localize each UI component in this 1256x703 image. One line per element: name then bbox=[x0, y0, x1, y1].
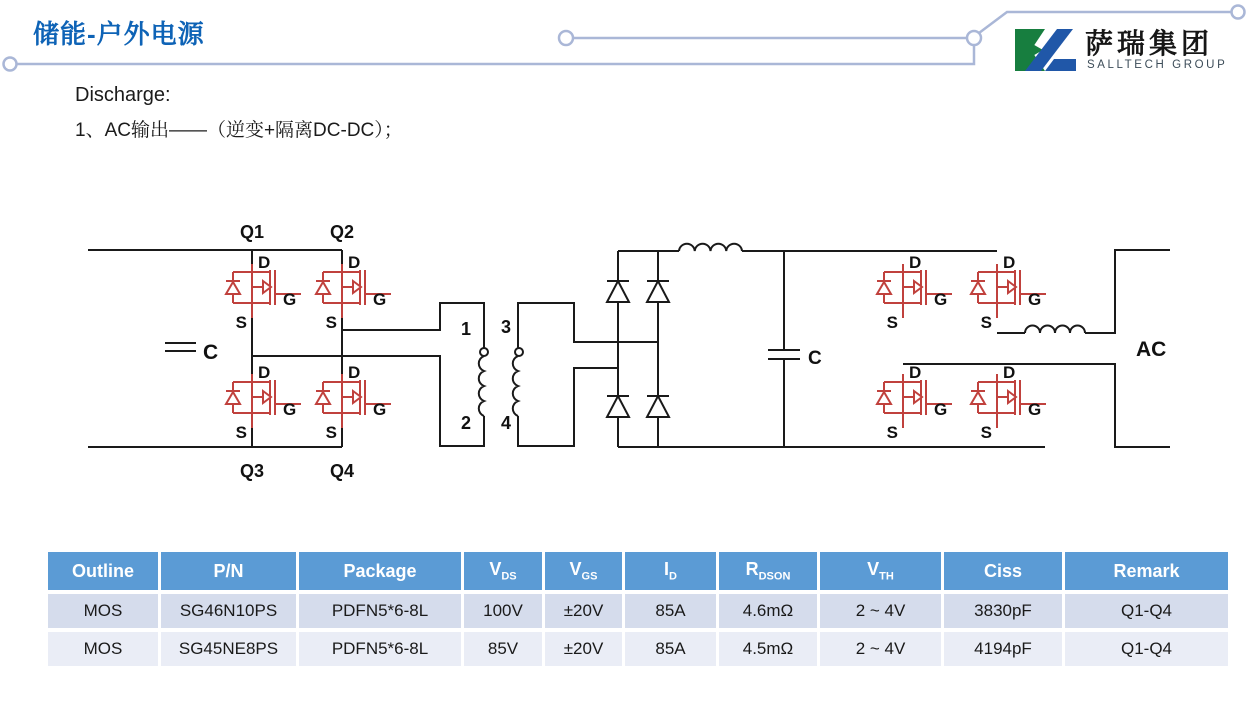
fet-gate-label: G bbox=[934, 290, 948, 309]
diode-symbol bbox=[607, 396, 629, 417]
winding-dot bbox=[480, 348, 488, 356]
transistor-label: Q1 bbox=[239, 222, 265, 242]
fet-drain-label: D bbox=[348, 253, 361, 272]
column-header: $V_{DS}$ bbox=[464, 552, 542, 590]
fet-source-label: S bbox=[886, 313, 898, 332]
column-header: P/N bbox=[161, 552, 296, 590]
table-cell: MOS bbox=[48, 594, 158, 628]
transformer-pin-label: 2 bbox=[460, 413, 472, 433]
transformer-pin-label: 1 bbox=[460, 319, 472, 339]
fet-gate-label: G bbox=[1028, 290, 1042, 309]
fet-gate-label: G bbox=[373, 400, 387, 419]
page-title: 储能-户外电源 bbox=[33, 19, 205, 49]
table-cell: ±20V bbox=[545, 632, 622, 666]
fet-gate-label: G bbox=[283, 290, 297, 309]
fet-drain-label: D bbox=[348, 363, 361, 382]
fet-source-label: S bbox=[886, 423, 898, 442]
fet-drain-label: D bbox=[258, 253, 271, 272]
column-header: Ciss bbox=[944, 552, 1062, 590]
diode-symbol bbox=[607, 281, 629, 302]
table-cell: MOS bbox=[48, 632, 158, 666]
dclink-cap-label: C bbox=[808, 348, 822, 369]
table-cell: SG45NE8PS bbox=[161, 632, 296, 666]
fet-drain-label: D bbox=[1003, 363, 1016, 382]
ac-output-line: 1、AC输出——（逆变+隔离DC-DC）； bbox=[75, 120, 403, 141]
fet-source-label: S bbox=[980, 313, 992, 332]
table-cell: 85V bbox=[464, 632, 542, 666]
fet-source-label: S bbox=[235, 313, 247, 332]
transistor-label: Q2 bbox=[329, 222, 355, 242]
fet-drain-label: D bbox=[1003, 253, 1016, 272]
fet-source-label: S bbox=[980, 423, 992, 442]
table-cell: 85A bbox=[625, 594, 716, 628]
column-header: $R_{DSON}$ bbox=[719, 552, 817, 590]
column-header: $I_D$ bbox=[625, 552, 716, 590]
table-cell: 4.5mΩ bbox=[719, 632, 817, 666]
fet-gate-label: G bbox=[1028, 400, 1042, 419]
table-cell: 100V bbox=[464, 594, 542, 628]
table-row bbox=[48, 632, 1228, 666]
transformer-pin-label: 3 bbox=[500, 317, 512, 337]
table-cell: ±20V bbox=[545, 594, 622, 628]
transistor-label: Q3 bbox=[239, 461, 265, 481]
logo-name-en: SALLTECH GROUP bbox=[1087, 59, 1228, 71]
fet-gate-label: G bbox=[373, 290, 387, 309]
table-cell: 3830pF bbox=[944, 594, 1062, 628]
fet-drain-label: D bbox=[909, 253, 922, 272]
table-cell: 4.6mΩ bbox=[719, 594, 817, 628]
fet-drain-label: D bbox=[909, 363, 922, 382]
column-header: Remark bbox=[1065, 552, 1228, 590]
fet-drain-label: D bbox=[258, 363, 271, 382]
diode-symbol bbox=[647, 396, 669, 417]
fet-source-label: S bbox=[235, 423, 247, 442]
table-cell: PDFN5*6-8L bbox=[299, 632, 461, 666]
table-cell: 85A bbox=[625, 632, 716, 666]
table-cell: 2 ~ 4V bbox=[820, 594, 941, 628]
table-cell: 2 ~ 4V bbox=[820, 632, 941, 666]
fet-gate-label: G bbox=[934, 400, 948, 419]
table-row bbox=[48, 594, 1228, 628]
ac-output-label: AC bbox=[1136, 338, 1167, 361]
logo-name-zh: 萨瑞集团 bbox=[1085, 28, 1214, 59]
column-header: $V_{GS}$ bbox=[545, 552, 622, 590]
table-cell: 4194pF bbox=[944, 632, 1062, 666]
fet-source-label: S bbox=[325, 423, 337, 442]
column-header: $V_{TH}$ bbox=[820, 552, 941, 590]
winding-dot bbox=[515, 348, 523, 356]
table-cell: Q1-Q4 bbox=[1065, 632, 1228, 666]
table-cell: SG46N10PS bbox=[161, 594, 296, 628]
table-cell: Q1-Q4 bbox=[1065, 594, 1228, 628]
column-header: Outline bbox=[48, 552, 158, 590]
input-cap-label: C bbox=[203, 341, 219, 364]
transformer-pin-label: 4 bbox=[500, 413, 512, 433]
transistor-label: Q4 bbox=[329, 461, 355, 481]
diode-symbol bbox=[647, 281, 669, 302]
table-header-row bbox=[48, 552, 1228, 590]
fet-source-label: S bbox=[325, 313, 337, 332]
fet-gate-label: G bbox=[283, 400, 297, 419]
discharge-heading: Discharge: bbox=[75, 84, 171, 106]
spec-table bbox=[45, 548, 1231, 670]
table-cell: PDFN5*6-8L bbox=[299, 594, 461, 628]
column-header: Package bbox=[299, 552, 461, 590]
transformer-windings bbox=[479, 356, 518, 416]
